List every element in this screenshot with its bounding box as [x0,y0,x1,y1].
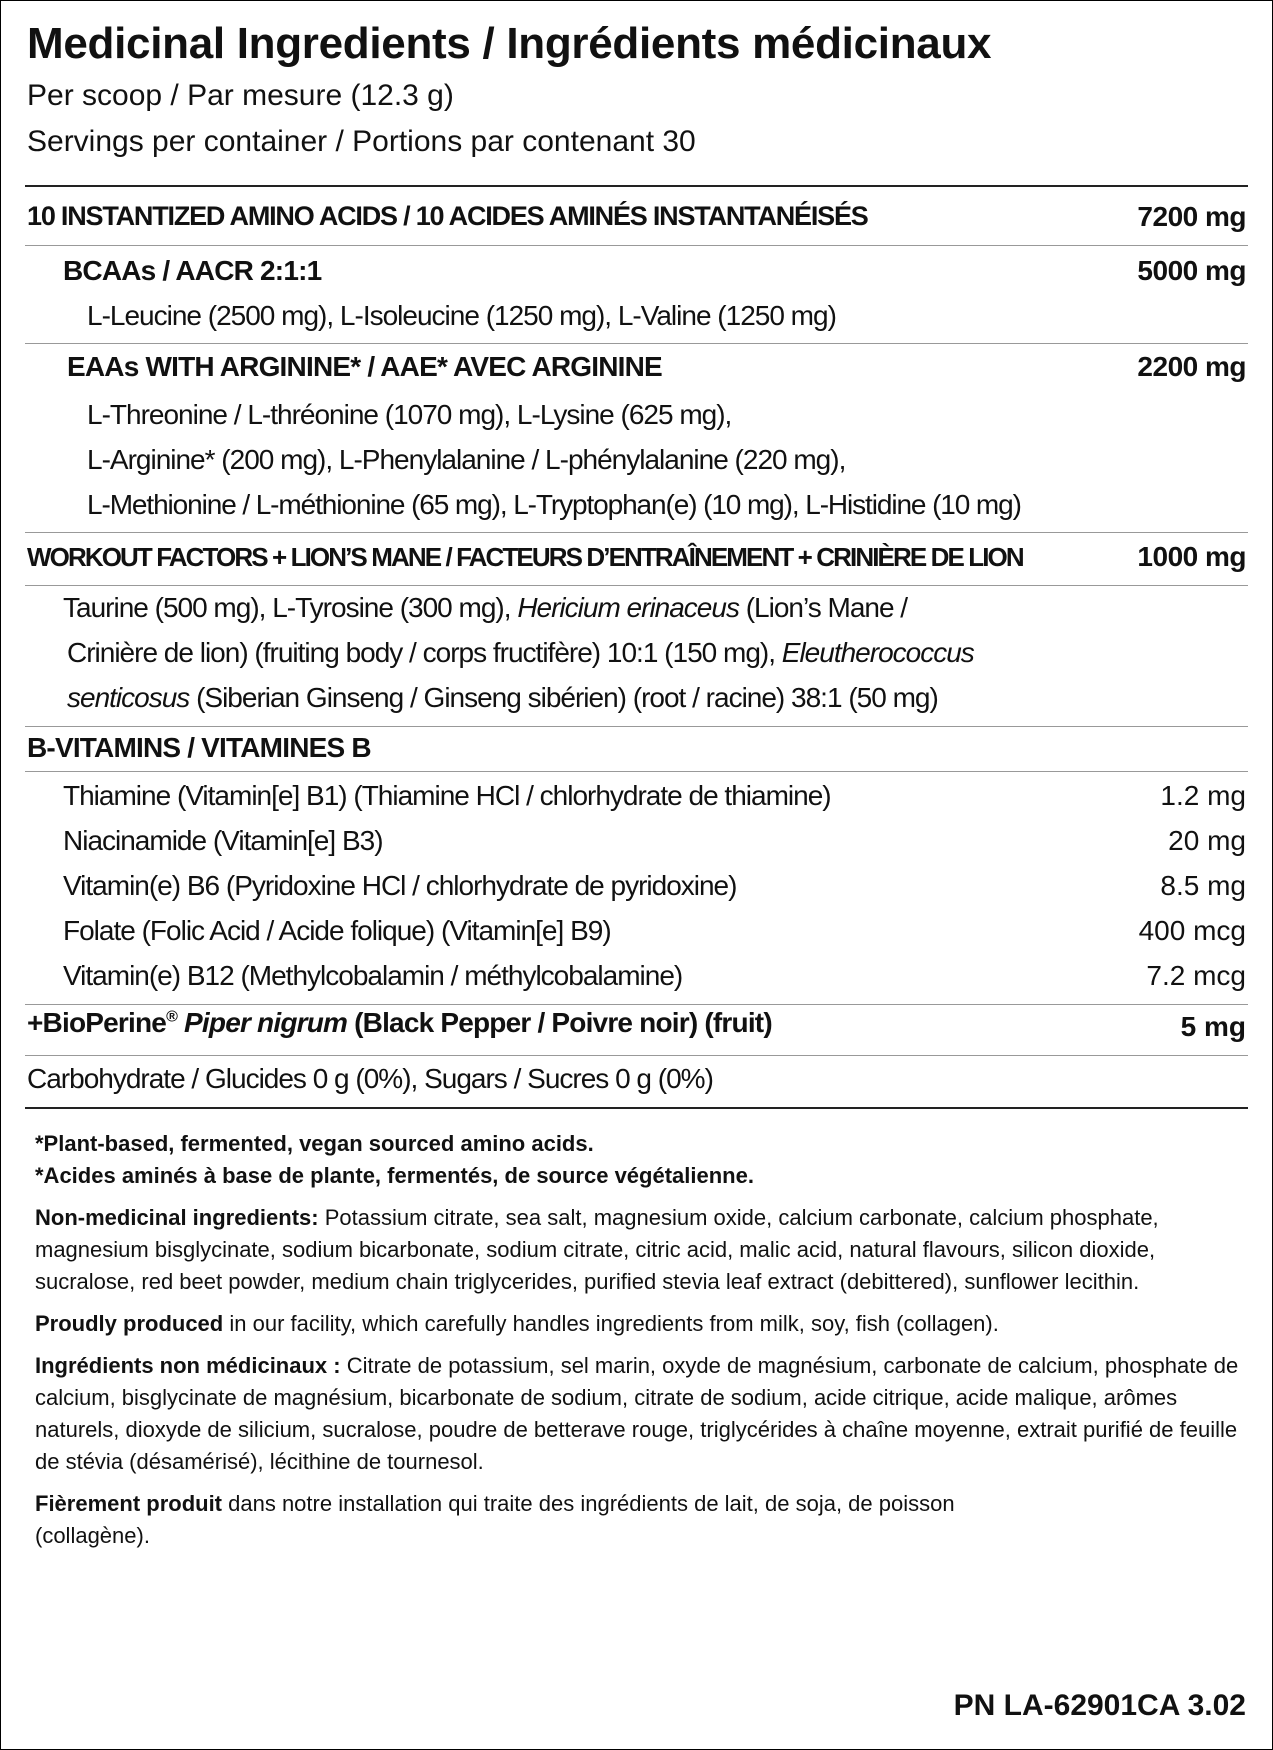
workout-factors-label: WORKOUT FACTORS + LION’S MANE / FACTEURS D’ENTRAÎNEMENT + CRINIÈRE DE LION [27,542,1023,572]
eaa-detail-line: L-Arginine* (200 mg), L-Phenylalanine / L-phénylalanine (220 mg), [87,444,846,475]
divider [25,585,1248,586]
fierement-produit: Fièrement produit dans notre installation qui traite des ingrédients de lait, de soja, de poisson (collagène). [35,1491,955,1548]
vitamin-name: Niacinamide (Vitamin[e] B3) [63,825,383,856]
vitamin-name: Vitamin(e) B12 (Methylcobalamin / méthylcobalamine) [63,960,683,991]
vitamin-name: Folate (Folic Acid / Acide folique) (Vitamin[e] B9) [63,915,611,946]
bcaa-label: BCAAs / AACR 2:1:1 [63,255,322,286]
workout-detail-line: Taurine (500 mg), L-Tyrosine (300 mg), Hericium erinaceus (Lion’s Mane / [63,592,908,623]
plant-based-note-en: *Plant-based, fermented, vegan sourced amino acids. [35,1131,594,1156]
eaa-label: EAAs WITH ARGININE* / AAE* AVEC ARGININE [67,351,662,382]
divider [25,1107,1248,1109]
workout-detail-line: senticosus (Siberian Ginseng / Ginseng sibérien) (root / racine) 38:1 (50 mg) [67,682,938,713]
amino-acids-label: 10 INSTANTIZED AMINO ACIDS / 10 ACIDES AMINÉS INSTANTANÉISÉS [27,201,868,231]
vitamin-name: Vitamin(e) B6 (Pyridoxine HCl / chlorhydrate de pyridoxine) [63,870,737,901]
divider [25,245,1248,246]
bioperine-amount: 5 mg [1180,1011,1246,1042]
vitamin-amount: 400 mcg [1138,915,1246,946]
divider [25,185,1248,187]
plant-based-note-fr: *Acides aminés à base de plante, fermentés, de source végétalienne. [35,1163,754,1188]
workout-factors-amount: 1000 mg [1137,541,1246,572]
divider [25,726,1248,727]
vitamin-amount: 8.5 mg [1160,870,1246,901]
b-vitamins-label: B-VITAMINS / VITAMINES B [27,732,371,763]
bcaa-amount: 5000 mg [1137,255,1246,286]
vitamin-amount: 1.2 mg [1160,780,1246,811]
divider [25,1004,1248,1005]
divider [25,771,1248,772]
eaa-detail-line: L-Threonine / L-thréonine (1070 mg), L-Lysine (625 mg), [87,399,732,430]
divider [25,532,1248,533]
vitamin-amount: 7.2 mcg [1146,960,1246,991]
vitamin-amount: 20 mg [1168,825,1246,856]
bioperine-label: +BioPerine® Piper nigrum (Black Pepper / Poivre noir) (fruit) [27,1007,772,1038]
amino-acids-amount: 7200 mg [1137,201,1246,232]
part-number: PN LA-62901CA 3.02 [953,1689,1246,1722]
vitamin-name: Thiamine (Vitamin[e] B1) (Thiamine HCl / chlorhydrate de thiamine) [63,780,831,811]
non-medicinal-ingredients: Non-medicinal ingredients: Potassium citrate, sea salt, magnesium oxide, calcium carbonate, calcium phosphate, magnesium bisglycinate, sodium bicarbonate, sodium citrate, citric acid, malic acid, natural flavours, silicon dioxide, sucralose, red beet powder, medium chain triglycerides, purified stevia leaf extract (debittered), sunflower lecithin. [35,1205,1159,1294]
carbohydrate-statement: Carbohydrate / Glucides 0 g (0%), Sugars / Sucres 0 g (0%) [27,1063,713,1094]
divider [25,1055,1248,1056]
bcaa-detail: L-Leucine (2500 mg), L-Isoleucine (1250 mg), L-Valine (1250 mg) [87,300,836,331]
proudly-produced: Proudly produced in our facility, which carefully handles ingredients from milk, soy, fish (collagen). [35,1311,999,1336]
panel-title: Medicinal Ingredients / Ingrédients médicinaux [27,19,992,68]
eaa-detail-line: L-Methionine / L-méthionine (65 mg), L-Tryptophan(e) (10 mg), L-Histidine (10 mg) [87,489,1021,520]
ingredients-non-medicinaux: Ingrédients non médicinaux : Citrate de potassium, sel marin, oxyde de magnésium, carbonate de calcium, phosphate de calcium, bisglycinate de magnésium, bicarbonate de sodium, citrate de sodium, acide citrique, acide malique, arômes naturels, dioxyde de silicium, sucralose, poudre de betterave rouge, triglycérides à chaîne moyenne, extrait purifié de feuille de stévia (désamérisé), lécithine de tournesol. [35,1353,1239,1474]
servings-per-container: Servings per container / Portions par contenant 30 [27,125,696,158]
serving-size: Per scoop / Par mesure (12.3 g) [27,79,454,112]
workout-detail-line: Crinière de lion) (fruiting body / corps fructifère) 10:1 (150 mg), Eleutherococcus [67,637,974,668]
eaa-amount: 2200 mg [1137,351,1246,382]
notes-section [35,1128,1245,1552]
divider [25,343,1248,344]
